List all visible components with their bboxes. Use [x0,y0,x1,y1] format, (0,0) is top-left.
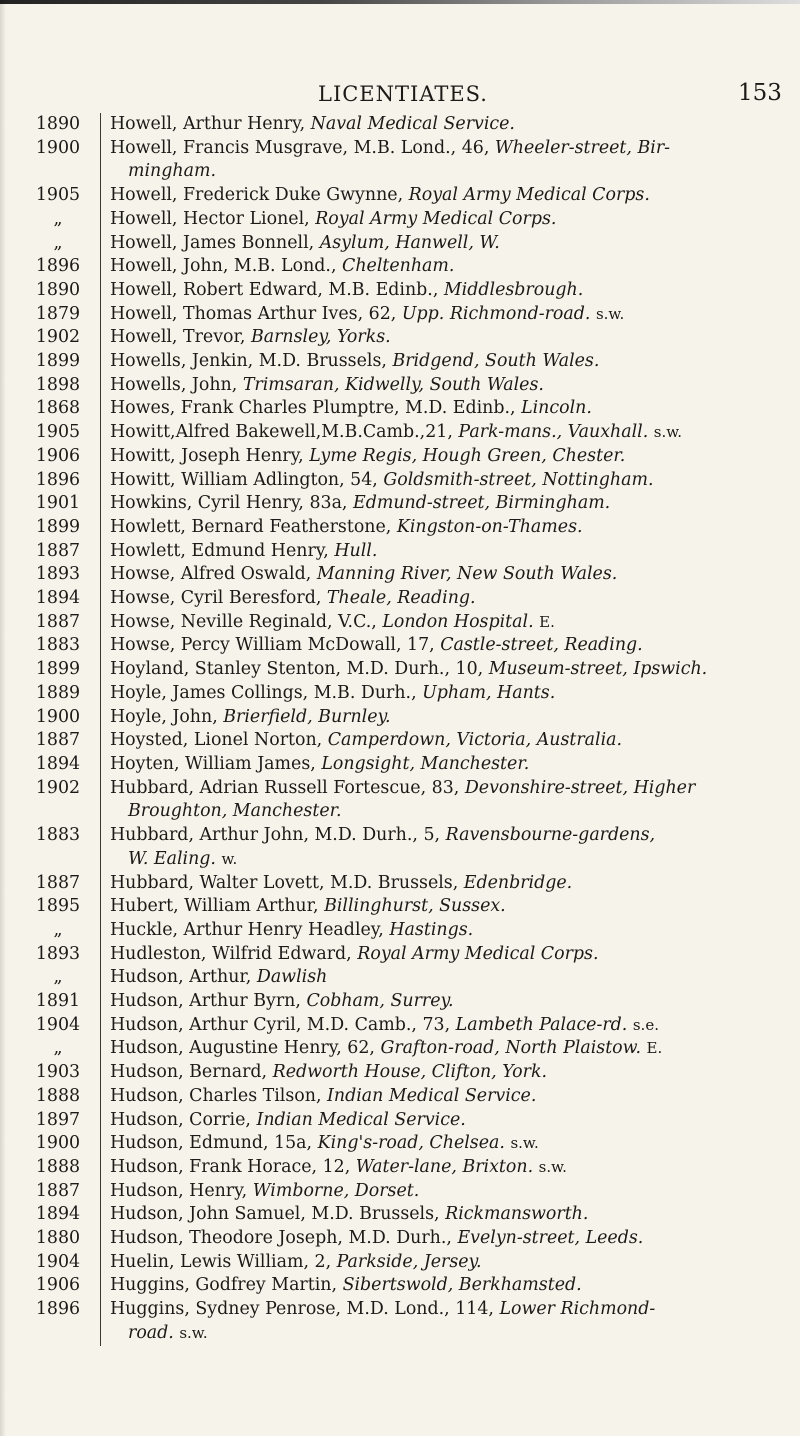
entry-name: Howell, John, M.B. Lond., [110,256,337,277]
entry-name: Howlett, Bernard Featherstone, [110,516,392,537]
entry-name: Howes, Frank Charles Plumptre, M.D. Edinb., [110,398,516,419]
entry-address: Manning River, New South Wales. [316,564,618,585]
entry-year: 1890 [35,279,81,300]
entry-address: Asylum, Hanwell, W. [319,232,500,253]
entry-district: s.w. [510,1134,539,1153]
entry-year: 1893 [35,943,81,964]
entry-text [100,1274,790,1298]
list-item [16,326,790,350]
entry-address: Wheeler-street, Bir- [494,137,671,158]
entry-district: s.w. [595,304,625,323]
entry-address: Barnsley, Yorks. [250,327,391,348]
list-item [16,729,790,753]
entry-name: Hoysted, Lionel Norton, [110,730,323,751]
entry-text [100,919,790,943]
entry-address: Cheltenham. [342,256,455,277]
entry-year: 1899 [35,516,81,537]
list-item [16,303,790,327]
entry-text [100,658,790,682]
list-item [16,492,790,516]
entry-year: 1899 [35,351,81,372]
entry-text [100,706,790,730]
entry-address: Naval Medical Service. [310,114,515,134]
entry-year: 1894 [35,588,81,609]
entry-year: 1896 [35,469,81,490]
entry-text [100,469,790,493]
entry-name: Hubbard, Arthur John, M.D. Durh., 5, [110,825,441,846]
list-item [16,943,790,967]
entry-text [100,326,790,350]
entry-name: Hudson, Edmund, 15a, [110,1133,313,1154]
entry-name: Howkins, Cyril Henry, 83a, [110,493,348,514]
page-number: 153 [738,80,782,106]
list-item [16,232,790,256]
list-item [16,421,790,445]
list-item [16,824,790,871]
entry-name: Howell, Hector Lionel, [110,208,310,229]
list-item [16,990,790,1014]
entry-address: Lyme Regis, Hough Green, Chester. [309,445,626,466]
list-item [16,184,790,208]
entry-year: 1900 [35,706,81,727]
entry-name: Howse, Cyril Beresford, [110,588,322,609]
entry-name: Hoyland, Stanley Stenton, M.D. Durh., 10, [110,659,484,680]
entry-district: E. [646,1039,663,1058]
entry-year: 1887 [35,1180,81,1201]
entry-address: Edenbridge. [463,872,573,893]
entry-address: Middlesbrough. [443,279,584,300]
entry-name: Huelin, Lewis William, 2, [110,1251,332,1272]
list-item [16,587,790,611]
entry-year: „ [53,919,63,940]
entry-name: Howse, Neville Reginald, V.C., [110,611,377,632]
entry-address: Indian Medical Service. [256,1109,466,1130]
entry-address: King's-road, Chelsea. [317,1133,505,1154]
entry-year: 1887 [35,730,81,751]
entry-address: Theale, Reading. [326,588,476,609]
list-item [16,137,790,184]
entry-year: 1887 [35,540,81,561]
entry-address: Hastings. [389,919,474,940]
entry-text [100,872,790,896]
entry-text [100,587,790,611]
entry-text [100,445,790,469]
entry-address: Redworth House, Clifton, York. [272,1062,548,1083]
entry-year: 1887 [35,872,81,893]
page-gutter-shadow [0,0,6,1436]
entry-text [100,1132,790,1156]
entry-text [100,492,790,516]
entry-name: Howell, Frederick Duke Gwynne, [110,185,404,206]
entry-year: „ [53,208,63,229]
entry-text [100,611,790,635]
list-item [16,682,790,706]
entry-district: s.w. [538,1157,567,1176]
entry-address: Goldsmith-street, Nottingham. [383,469,654,490]
list-item [16,1251,790,1275]
entry-text [100,137,790,184]
entry-text [100,208,790,232]
entry-name: Hudson, Henry, [110,1180,248,1201]
entry-text [100,753,790,777]
entry-text [100,1251,790,1275]
entry-name: Hubbard, Walter Lovett, M.D. Brussels, [110,872,459,893]
list-item [16,919,790,943]
entry-name: Howell, Thomas Arthur Ives, 62, [110,303,397,324]
entry-year: 1883 [35,825,81,846]
list-item [16,397,790,421]
entry-year: 1883 [35,635,81,656]
list-item [16,1085,790,1109]
entry-address-continued: mingham. [128,161,216,182]
entry-text [100,397,790,421]
entry-name: Hudson, Augustine Henry, 62, [110,1038,375,1059]
list-item [16,279,790,303]
entry-text [100,303,790,327]
entry-address: Kingston-on-Thames. [396,516,583,537]
entry-address: Camperdown, Victoria, Australia. [327,730,623,751]
entry-address: London Hospital. [382,611,534,632]
entry-year: 1905 [35,422,81,443]
entry-year: 1902 [35,327,81,348]
entry-name: Howitt, Joseph Henry, [110,445,304,466]
entry-name: Hubert, William Arthur, [110,896,319,917]
entry-year: 1890 [35,114,81,134]
entry-year: 1888 [35,1156,81,1177]
list-item [16,753,790,777]
entry-year: 1900 [35,137,81,158]
entry-text [100,516,790,540]
entry-name: Howell, Francis Musgrave, M.B. Lond., 46, [110,137,490,158]
list-item [16,1227,790,1251]
entry-address: Ravensbourne-gardens, [445,825,656,846]
entry-year: 1904 [35,1014,81,1035]
entry-text [100,279,790,303]
entry-address-continued: Broughton, Manchester. [128,801,342,822]
list-item [16,350,790,374]
entry-text [100,1227,790,1251]
entry-year: 1906 [35,445,81,466]
entry-text [100,1085,790,1109]
list-item [16,563,790,587]
entry-district: s.w. [653,423,683,442]
entry-name: Howse, Alfred Oswald, [110,564,312,585]
running-header: LICENTIATES. [318,82,488,106]
entry-address: Wimborne, Dorset. [252,1180,420,1201]
entry-year: 1868 [35,398,81,419]
entry-address: Longsight, Manchester. [321,753,530,774]
entry-name: Howell, James Bonnell, [110,232,315,253]
list-item [16,255,790,279]
entry-name: Howells, Jenkin, M.D. Brussels, [110,351,387,372]
list-item [16,113,790,137]
entry-year: 1905 [35,185,81,206]
entry-year: 1887 [35,611,81,632]
entry-text [100,232,790,256]
entry-year: 1896 [35,1299,81,1320]
entry-address: Park-mans., Vauxhall. [458,422,649,443]
licentiate-list [16,113,790,1346]
entry-district: s.w. [179,1323,208,1342]
entry-address: Upham, Hants. [422,682,556,703]
entry-year: 1901 [35,493,81,514]
entry-address: Upp. Richmond-road. [401,303,591,324]
entry-year: 1888 [35,1085,81,1106]
list-item [16,469,790,493]
entry-address: Castle-street, Reading. [440,635,643,656]
entry-name: Hudson, Theodore Joseph, M.D. Durh., [110,1228,452,1249]
entry-name: Huckle, Arthur Henry Headley, [110,919,384,940]
entry-name: Howells, John, [110,374,238,395]
list-item [16,1156,790,1180]
entry-year: 1880 [35,1228,81,1249]
entry-text [100,1203,790,1227]
list-item [16,1203,790,1227]
entry-district: E. [539,612,555,631]
entry-address: Lambeth Palace-rd. [455,1014,628,1035]
entry-address: Royal Army Medical Corps. [315,208,557,229]
list-item [16,872,790,896]
entry-name: Hudson, Frank Horace, 12, [110,1156,351,1177]
entry-address: Dawlish [256,967,328,988]
entry-text [100,1037,790,1061]
list-item [16,1298,790,1345]
entry-text [100,1061,790,1085]
entry-address: Indian Medical Service. [327,1085,537,1106]
entry-name: Hoyle, John, [110,706,218,727]
entry-text [100,255,790,279]
entry-text [100,350,790,374]
entry-address: Trimsaran, Kidwelly, South Wales. [242,374,544,395]
list-item [16,1014,790,1038]
entry-name: Hudson, Arthur Byrn, [110,991,301,1012]
entry-year: 1879 [35,303,81,324]
top-edge [0,0,800,4]
entry-text [100,1156,790,1180]
entry-name: Howell, Arthur Henry, [110,114,306,134]
entry-address: Lincoln. [521,398,592,419]
entry-address: Devonshire-street, Higher [464,777,696,798]
entry-name: Huggins, Sydney Penrose, M.D. Lond., 114, [110,1299,494,1320]
entry-name: Howitt, William Adlington, 54, [110,469,378,490]
entry-address: Royal Army Medical Corps. [357,943,599,964]
entry-name: Howell, Trevor, [110,327,246,348]
entry-year: 1899 [35,659,81,680]
list-item [16,1274,790,1298]
entry-address: Parkside, Jersey. [336,1251,482,1272]
entry-text [100,113,790,137]
list-item [16,895,790,919]
entry-name: Hudson, Corrie, [110,1109,251,1130]
entry-address: Royal Army Medical Corps. [408,185,650,206]
entry-text [100,421,790,445]
entry-text [100,990,790,1014]
list-item [16,658,790,682]
entry-name: Hudson, Charles Tilson, [110,1085,322,1106]
entry-address: Rickmansworth. [445,1204,589,1225]
entry-text [100,943,790,967]
list-item [16,1061,790,1085]
entry-year: 1889 [35,682,81,703]
entry-name: Hudson, John Samuel, M.D. Brussels, [110,1204,440,1225]
entry-year: 1903 [35,1062,81,1083]
entry-address: Cobham, Surrey. [306,991,454,1012]
list-item [16,540,790,564]
entry-name: Hudson, Arthur Cyril, M.D. Camb., 73, [110,1014,451,1035]
list-item [16,966,790,990]
entry-address: Hull. [334,540,378,561]
entry-address: Billinghurst, Sussex. [324,896,506,917]
entry-year: 1891 [35,991,81,1012]
entry-name: Howse, Percy William McDowall, 17, [110,635,435,656]
entry-district: s.e. [632,1015,659,1034]
entry-year: 1900 [35,1133,81,1154]
list-item [16,208,790,232]
entry-year: 1893 [35,564,81,585]
entry-name: Hudson, Bernard, [110,1062,268,1083]
entry-year: 1894 [35,753,81,774]
entry-text [100,1014,790,1038]
entry-name: Howitt,Alfred Bakewell,M.B.Camb.,21, [110,422,453,443]
entry-address-continued: W. Ealing. w. [128,848,238,869]
list-item [16,445,790,469]
entry-year: 1902 [35,777,81,798]
entry-year: „ [53,967,63,988]
entry-text [100,184,790,208]
entry-address: Edmund-street, Birmingham. [353,493,611,514]
entry-name: Hoyten, William James, [110,753,316,774]
list-item [16,611,790,635]
entry-address: Grafton-road, North Plaistow. [380,1038,641,1059]
entry-text [100,682,790,706]
entry-text [100,777,790,824]
entry-text [100,966,790,990]
entry-name: Hudson, Arthur, [110,967,252,988]
entry-text [100,540,790,564]
entry-text [100,634,790,658]
entry-year: 1904 [35,1251,81,1272]
entry-address: Water-lane, Brixton. [355,1156,534,1177]
list-item [16,374,790,398]
list-item [16,1037,790,1061]
list-item [16,777,790,824]
entry-address: Museum-street, Ipswich. [488,659,708,680]
entry-name: Huggins, Godfrey Martin, [110,1275,338,1296]
entry-year: 1898 [35,374,81,395]
entry-name: Howell, Robert Edward, M.B. Edinb., [110,279,439,300]
entry-text [100,374,790,398]
entry-district: w. [221,849,238,868]
entry-year: 1895 [35,896,81,917]
entry-year: 1896 [35,256,81,277]
list-item [16,1109,790,1133]
entry-year: 1906 [35,1275,81,1296]
entry-address: Lower Richmond- [499,1299,656,1320]
entry-address: Evelyn-street, Leeds. [457,1228,644,1249]
list-item [16,634,790,658]
list-item [16,1180,790,1204]
entry-text [100,1298,790,1345]
entry-name: Howlett, Edmund Henry, [110,540,329,561]
entry-address: Sibertswold, Berkhamsted. [342,1275,582,1296]
entry-name: Hoyle, James Collings, M.B. Durh., [110,682,417,703]
entry-text [100,729,790,753]
entry-address-continued: road. s.w. [128,1322,208,1343]
entry-address: Brierfield, Burnley. [223,706,391,727]
entry-text [100,1180,790,1204]
entry-name: Hudleston, Wilfrid Edward, [110,943,352,964]
entry-text [100,563,790,587]
entry-year: „ [53,1038,63,1059]
entry-name: Hubbard, Adrian Russell Fortescue, 83, [110,777,460,798]
entry-year: 1897 [35,1109,81,1130]
list-item [16,516,790,540]
entry-year: „ [53,232,63,253]
entry-text [100,1109,790,1133]
list-item [16,1132,790,1156]
entry-text [100,895,790,919]
list-item [16,706,790,730]
entry-address: Bridgend, South Wales. [392,351,600,372]
entry-year: 1894 [35,1204,81,1225]
entry-text [100,824,790,871]
